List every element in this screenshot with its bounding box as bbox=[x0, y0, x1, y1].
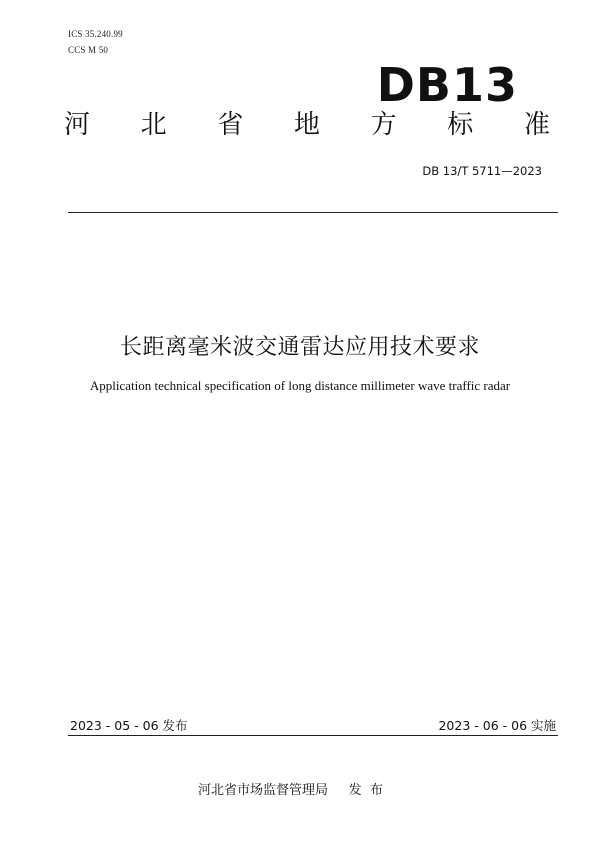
implementation-date: 2023 - 06 - 06 实施 bbox=[438, 718, 556, 733]
standard-type-char: 准 bbox=[523, 110, 550, 140]
bottom-divider bbox=[68, 735, 558, 736]
standard-number: DB 13/T 5711—2023 bbox=[422, 164, 542, 178]
standard-type-char: 方 bbox=[370, 110, 397, 140]
ics-code: ICS 35.240.99 bbox=[68, 29, 123, 39]
db-standard-mark: DB13 bbox=[376, 58, 518, 112]
document-title-english: Application technical specification of long distance millimeter wave traffic radar bbox=[89, 378, 511, 393]
standard-type-char: 标 bbox=[447, 110, 474, 140]
standard-type-char: 地 bbox=[293, 110, 320, 140]
issue-date: 2023 - 05 - 06 发布 bbox=[70, 718, 188, 733]
standard-type-title bbox=[64, 112, 550, 138]
standard-type-char: 河 bbox=[64, 110, 91, 140]
top-divider bbox=[68, 212, 558, 213]
publisher: 河北省市场监督管理局 发 布 bbox=[198, 783, 383, 798]
standard-type-char: 省 bbox=[217, 110, 244, 140]
ccs-code: CCS M 50 bbox=[68, 45, 109, 55]
standard-type-char: 北 bbox=[140, 110, 167, 140]
document-title-chinese: 长距离毫米波交通雷达应用技术要求 bbox=[119, 335, 480, 360]
